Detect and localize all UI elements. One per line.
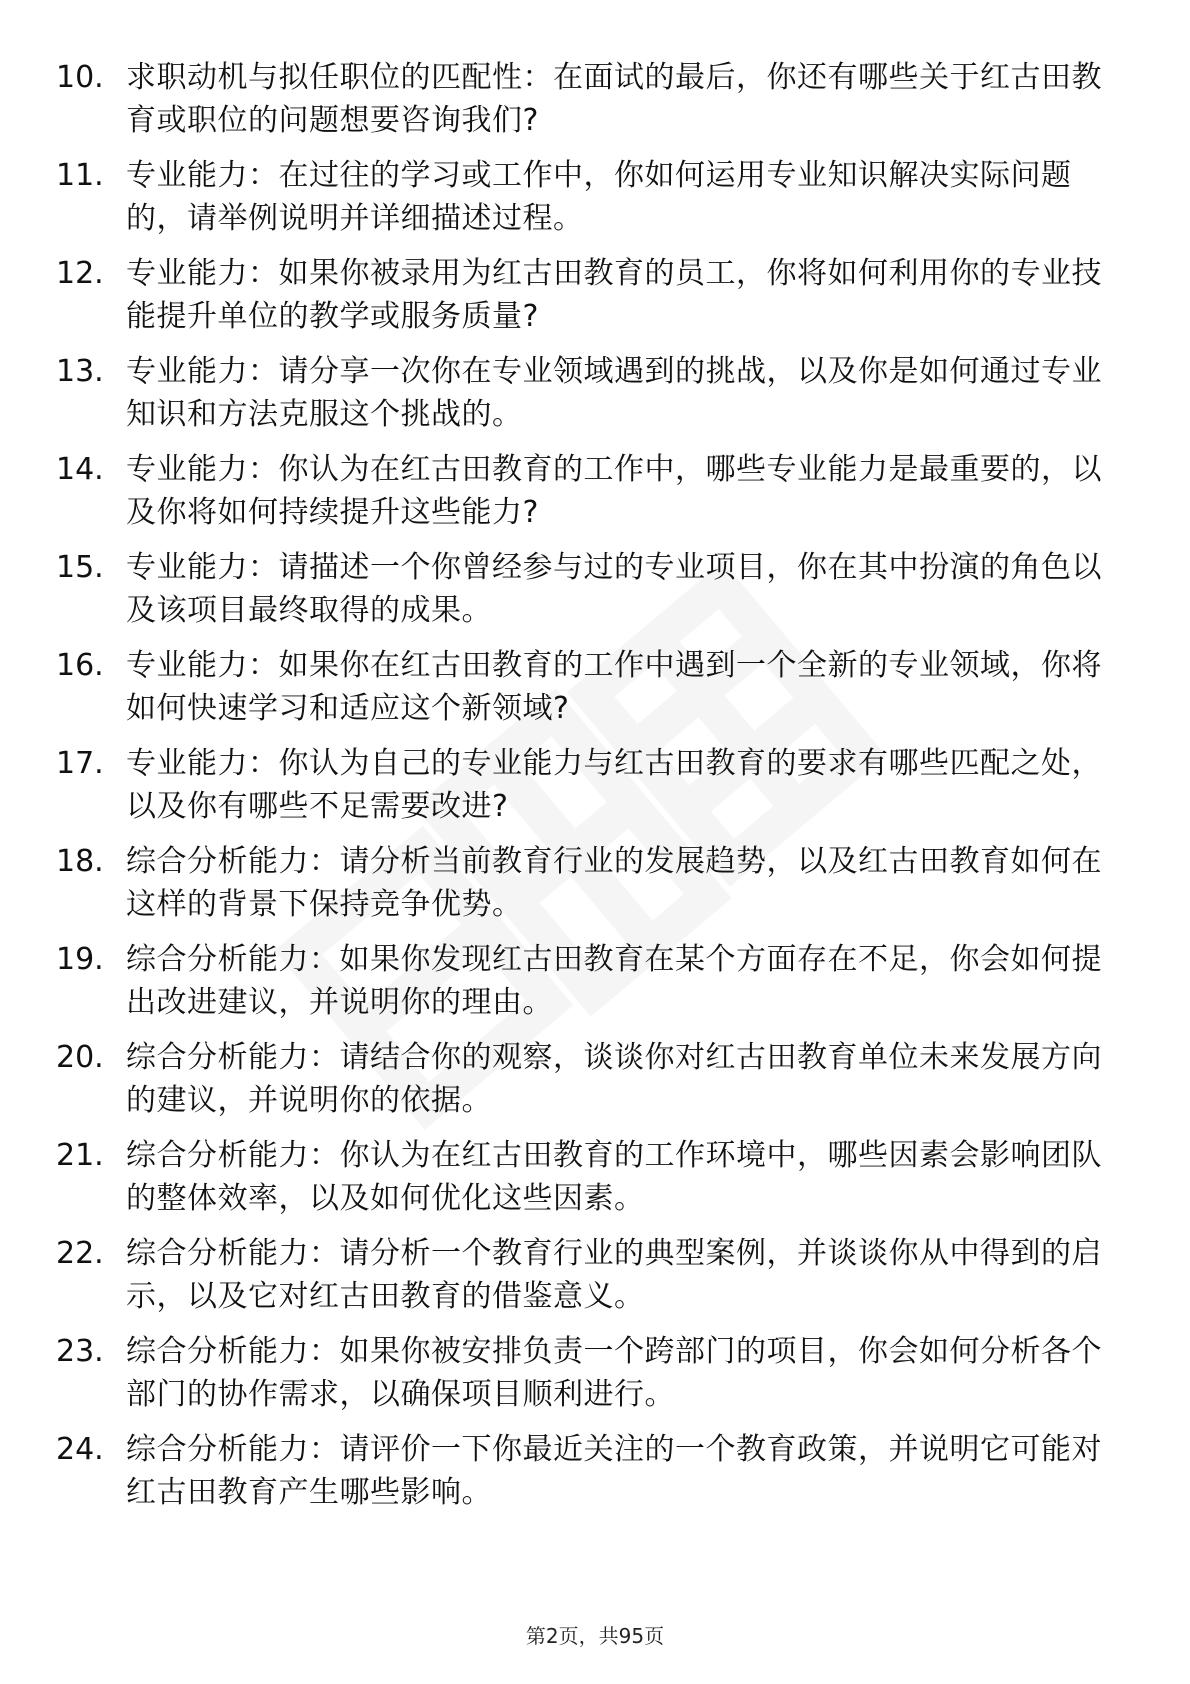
question-text: 求职动机与拟任职位的匹配性：在面试的最后，你还有哪些关于红古田教育或职位的问题想要咨询我们? [126,60,1102,138]
question-text: 综合分析能力：如果你被安排负责一个跨部门的项目，你会如何分析各个部门的协作需求，以确保项目顺利进行。 [126,1334,1102,1412]
question-text: 专业能力：在过往的学习或工作中，你如何运用专业知识解决实际问题的，请举例说明并详细描述过程。 [126,158,1072,236]
question-number: 17. [56,746,104,781]
question-number: 16. [56,648,104,683]
question-number: 15. [56,550,104,585]
question-item [56,56,1136,154]
question-item [56,938,1136,1036]
question-item [56,546,1136,644]
question-item [56,1330,1136,1428]
question-item [56,1232,1136,1330]
question-list [56,56,1136,1526]
question-item [56,644,1136,742]
question-text: 综合分析能力：请结合你的观察，谈谈你对红古田教育单位未来发展方向的建议，并说明你的依据。 [126,1040,1102,1118]
question-text: 综合分析能力：请评价一下你最近关注的一个教育政策，并说明它可能对红古田教育产生哪些影响。 [126,1432,1102,1510]
question-number: 22. [56,1236,104,1271]
question-number: 12. [56,256,104,291]
question-item [56,448,1136,546]
question-item [56,1428,1136,1526]
question-item [56,742,1136,840]
question-item [56,154,1136,252]
question-item [56,1036,1136,1134]
question-text: 综合分析能力：请分析当前教育行业的发展趋势，以及红古田教育如何在这样的背景下保持竞争优势。 [126,844,1102,922]
question-number: 19. [56,942,104,977]
question-text: 综合分析能力：如果你发现红古田教育在某个方面存在不足，你会如何提出改进建议，并说明你的理由。 [126,942,1102,1020]
question-text: 综合分析能力：你认为在红古田教育的工作环境中，哪些因素会影响团队的整体效率，以及如何优化这些因素。 [126,1138,1102,1216]
question-item [56,350,1136,448]
question-item [56,252,1136,350]
question-text: 专业能力：如果你在红古田教育的工作中遇到一个全新的专业领域，你将如何快速学习和适应这个新领域? [126,648,1102,726]
question-number: 13. [56,354,104,389]
question-text: 专业能力：如果你被录用为红古田教育的员工，你将如何利用你的专业技能提升单位的教学或服务质量? [126,256,1102,334]
question-number: 21. [56,1138,104,1173]
question-number: 24. [56,1432,104,1467]
question-item [56,840,1136,938]
page-number-footer: 第2页，共95页 [525,1624,665,1648]
question-item [56,1134,1136,1232]
question-text: 专业能力：你认为自己的专业能力与红古田教育的要求有哪些匹配之处，以及你有哪些不足需要改进? [126,746,1102,824]
question-text: 专业能力：请描述一个你曾经参与过的专业项目，你在其中扮演的角色以及该项目最终取得的成果。 [126,550,1102,628]
question-text: 综合分析能力：请分析一个教育行业的典型案例，并谈谈你从中得到的启示，以及它对红古田教育的借鉴意义。 [126,1236,1102,1314]
question-text: 专业能力：请分享一次你在专业领域遇到的挑战，以及你是如何通过专业知识和方法克服这个挑战的。 [126,354,1102,432]
question-text: 专业能力：你认为在红古田教育的工作中，哪些专业能力是最重要的，以及你将如何持续提升这些能力? [126,452,1102,530]
question-number: 20. [56,1040,104,1075]
question-number: 11. [56,158,104,193]
question-number: 10. [56,60,104,95]
question-number: 23. [56,1334,104,1369]
question-number: 18. [56,844,104,879]
question-number: 14. [56,452,104,487]
